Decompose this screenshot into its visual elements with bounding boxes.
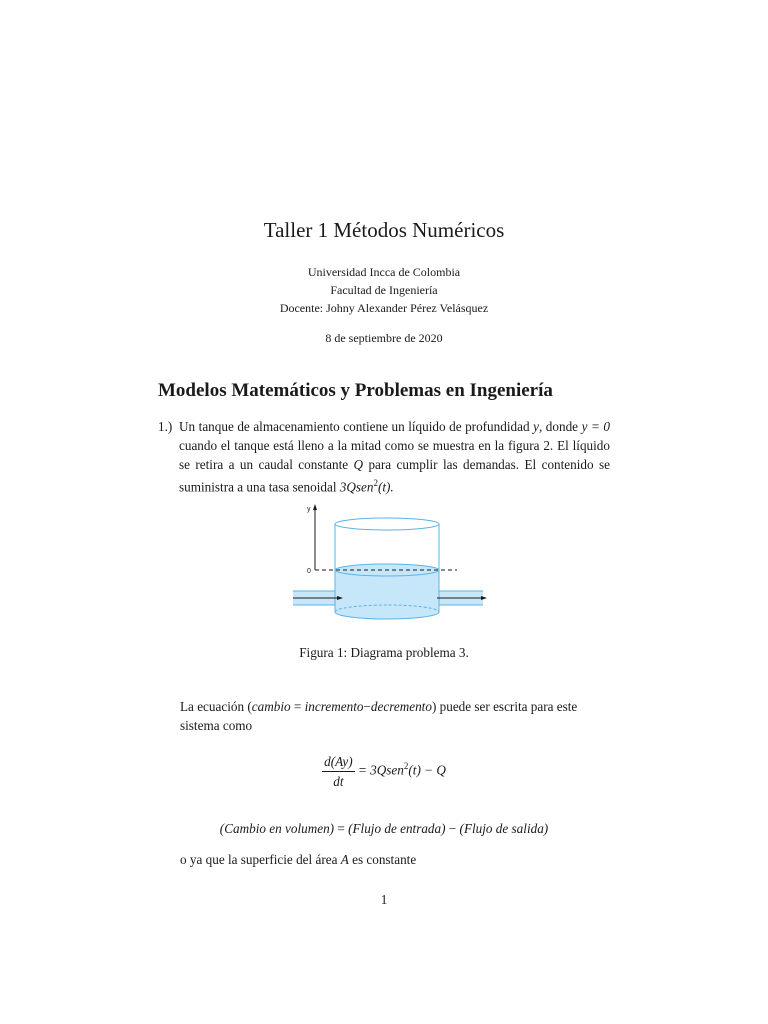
math-operator: = [334,821,349,836]
math-term: cambio [251,699,291,714]
math-expr: (t). [377,479,394,495]
problem-number: 1.) [158,419,173,434]
document-title: Taller 1 Métodos Numéricos [263,218,505,242]
equation-rhs: = 3Qsen [357,762,404,778]
text-segment: o ya que la superficie del área [180,852,341,867]
teacher-name: Docente: Johny Alexander Pérez Velásquez [279,301,489,315]
tank-diagram [285,500,495,625]
text-segment: La ecuación ( [180,699,252,714]
text-segment: es constante [348,852,417,867]
math-var: Q [353,457,364,472]
math-var: y [533,419,539,434]
math-expr: 3Qsen [339,479,374,495]
document-date: 8 de septiembre de 2020 [325,331,443,345]
text-segment: Un tanque de almacenamiento contiene un líquido de profundidad [179,419,534,434]
y-axis-label: y [307,506,311,513]
text-segment: , donde [538,419,582,434]
math-term: incremento [304,699,364,714]
math-operator: − [363,699,371,714]
tank-top-rim [335,518,439,530]
math-term: decremento [370,699,432,714]
math-term: (Cambio en volumen) [219,821,335,836]
y-axis-arrow [313,504,317,510]
problem-1-paragraph [158,417,610,496]
equation-1 [0,752,768,791]
math-var: A [340,852,349,867]
university-name: Universidad Incca de Colombia [307,265,461,279]
equation-2 [0,819,768,838]
section-title: Modelos Matemáticos y Problemas en Ingeniería [158,380,553,401]
text-segment: cuando el tanque está lleno a la mitad como se muestra en la figura 2. El líquido se retira a un caudal constante [179,438,610,472]
text-segment: ) puede ser escrita para este sistema como [180,699,578,733]
fraction-numerator: d(Ay) [322,752,355,772]
area-constant-paragraph [180,850,416,869]
math-exponent: 2 [403,761,409,772]
math-operator: − [445,821,460,836]
page-number: 1 [380,892,388,907]
equation-intro-paragraph [180,697,610,735]
math-term: (Flujo de entrada) [348,821,446,836]
math-expr: y = 0 [581,419,610,434]
math-term: (Flujo de salida) [459,821,549,836]
problem-1-text [179,417,610,496]
figure-caption: Figura 1: Diagrama problema 3. [299,645,469,660]
derivative-fraction [322,752,355,791]
tank-liquid [335,570,439,619]
text-segment: para cumplir las demandas. El contenido se suministra a una tasa senoidal [179,457,610,495]
equation-rhs-tail: (t) − Q [408,762,446,778]
math-exponent: 2 [373,478,378,488]
faculty-name: Facultad de Ingeniería [330,283,438,297]
zero-axis-label: 0 [307,568,311,575]
math-operator: = [290,699,305,714]
fraction-denominator: dt [333,774,344,789]
